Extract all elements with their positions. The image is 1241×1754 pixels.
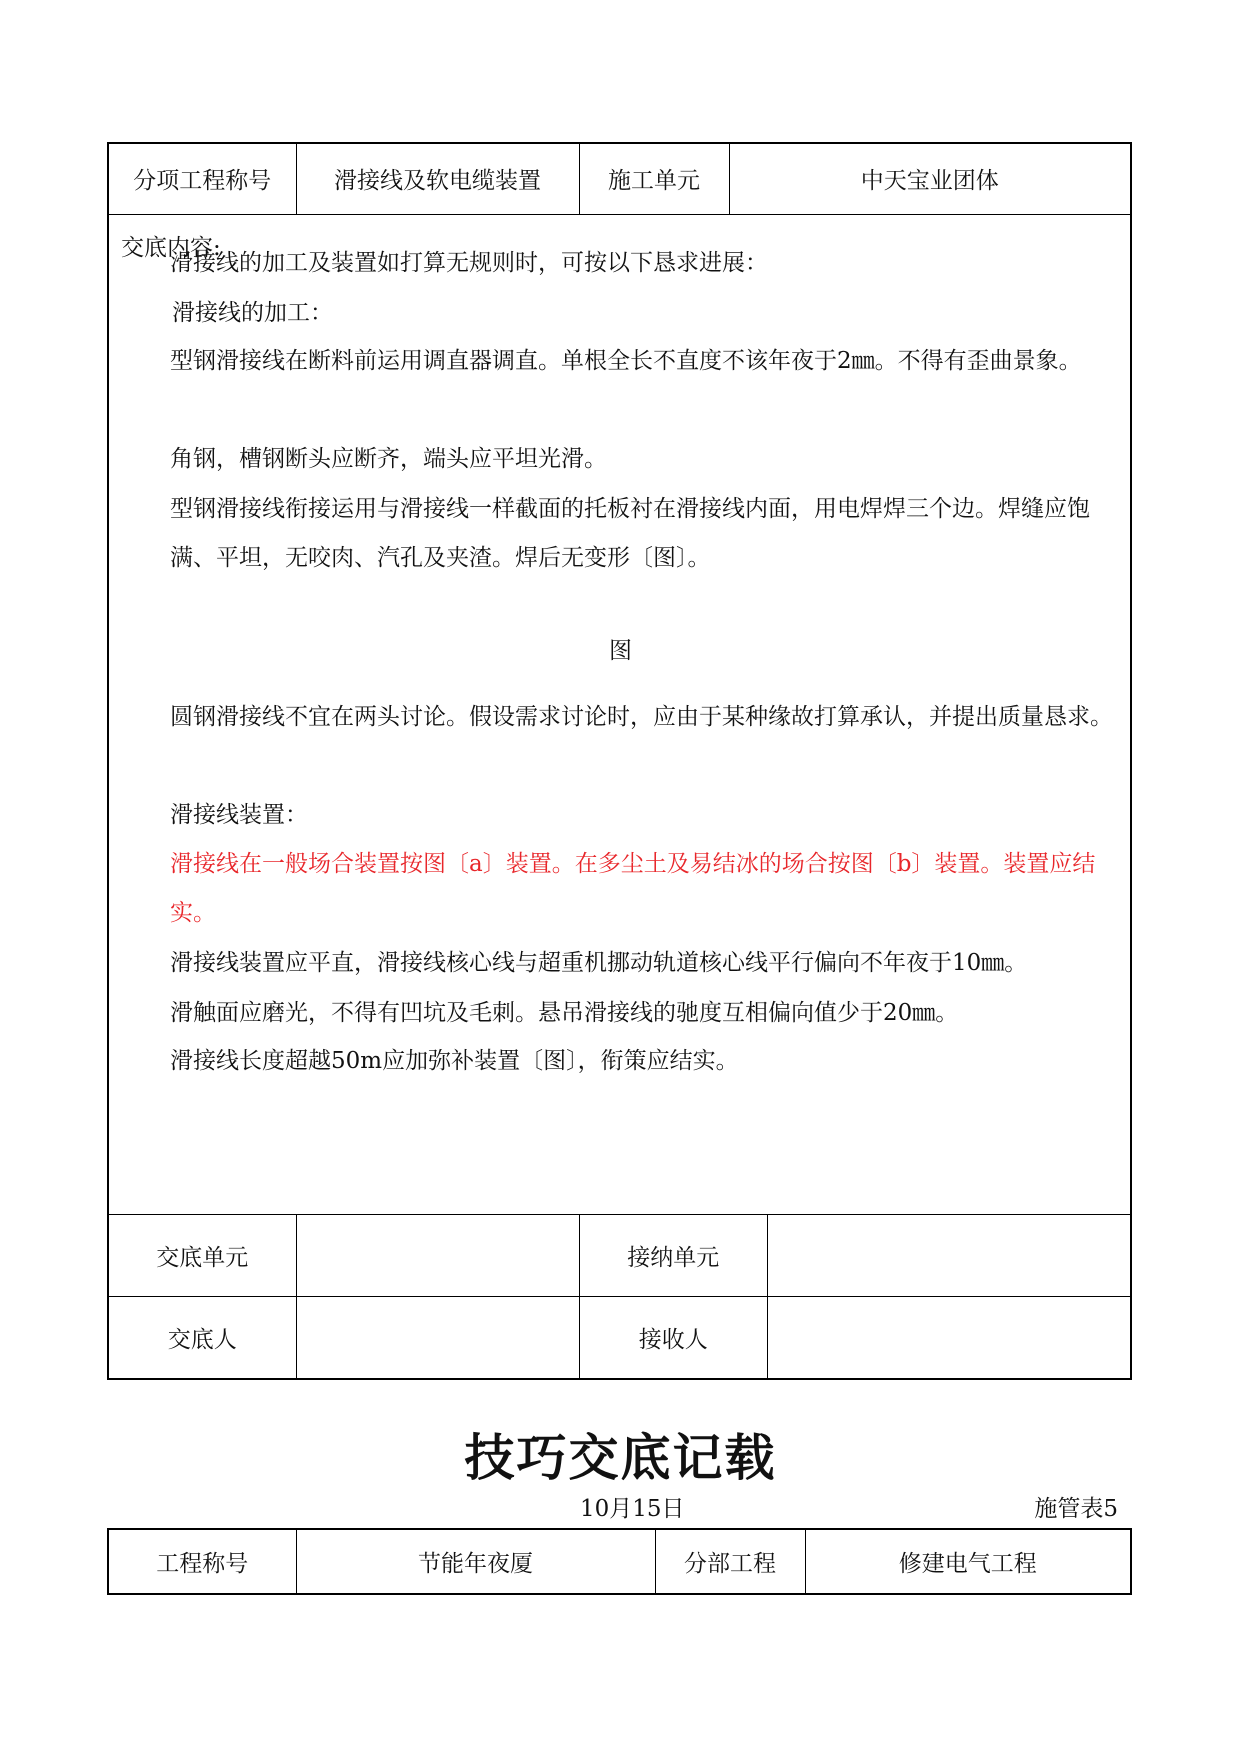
sub-project-value: 滑接线及软电缆装置 xyxy=(296,143,579,214)
project-name-value: 节能年夜厦 xyxy=(296,1529,655,1594)
content-paragraph: 滑触面应磨光，不得有凹坑及毛刺。悬吊滑接线的驰度互相偏向值少于20㎜。 xyxy=(170,999,959,1026)
construction-unit-label: 施工单元 xyxy=(579,143,729,214)
division-label: 分部工程 xyxy=(655,1529,805,1594)
division-value: 修建电气工程 xyxy=(805,1529,1131,1594)
receiver-label: 接收人 xyxy=(580,1297,768,1378)
page-title: 技巧交底记载 xyxy=(464,1429,777,1487)
content-paragraph: 滑接线装置应平直，滑接线核心线与超重机挪动轨道核心线平行偏向不年夜于10㎜。 xyxy=(170,949,1028,976)
content-paragraph: 圆钢滑接线不宜在两头讨论。假设需求讨论时，应由于某种缘故打算承认，并提出质量恳求。 xyxy=(170,703,1113,730)
receiver-value xyxy=(768,1297,1131,1378)
content-paragraph: 滑接线装置： xyxy=(170,801,308,828)
project-info-table xyxy=(107,1528,1132,1595)
handover-table xyxy=(107,142,1132,1380)
highlighted-paragraph: 滑接线在一般场合装置按图〔a〕装置。在多尘土及易结冰的场合按图〔b〕装置。装置应结实。 xyxy=(170,850,1096,926)
figure-label: 图 xyxy=(609,637,632,664)
receiving-unit-group xyxy=(579,1214,1131,1296)
content-paragraph: 滑接线的加工： xyxy=(172,299,333,326)
handover-unit-value xyxy=(296,1214,579,1296)
content-paragraph: 型钢滑接线在断料前运用调直器调直。单根全长不直度不该年夜于2㎜。不得有歪曲景象。 xyxy=(170,347,1082,374)
handover-content-cell xyxy=(108,214,1131,1214)
content-paragraph: 滑接线的加工及装置如打算无规则时，可按以下恳求进展： xyxy=(170,249,768,276)
handover-unit-label: 交底单元 xyxy=(108,1214,296,1296)
receiving-unit-label: 接纳单元 xyxy=(580,1215,768,1296)
handover-person-label: 交底人 xyxy=(108,1296,296,1379)
handover-person-value xyxy=(296,1296,579,1379)
content-paragraph: 角钢，槽钢断头应断齐，端头应平坦光滑。 xyxy=(170,445,607,472)
content-paragraph: 型钢滑接线衔接运用与滑接线一样截面的托板衬在滑接线内面，用电焊焊三个边。焊缝应饱满、平坦，无咬肉、汽孔及夹渣。焊后无变形〔图〕。 xyxy=(170,495,1090,571)
receiving-unit-value xyxy=(768,1215,1131,1296)
content-paragraph: 滑接线长度超越50m应加弥补装置〔图〕，衔策应结实。 xyxy=(170,1047,739,1074)
construction-unit-value: 中天宝业团体 xyxy=(729,143,1131,214)
date-text: 10月15日 xyxy=(580,1496,685,1522)
form-number: 施管表5 xyxy=(1034,1496,1118,1522)
project-name-label: 工程称号 xyxy=(108,1529,296,1594)
receiver-group xyxy=(579,1296,1131,1379)
content-label: 交底内容: xyxy=(121,234,221,261)
sub-project-label: 分项工程称号 xyxy=(108,143,296,214)
